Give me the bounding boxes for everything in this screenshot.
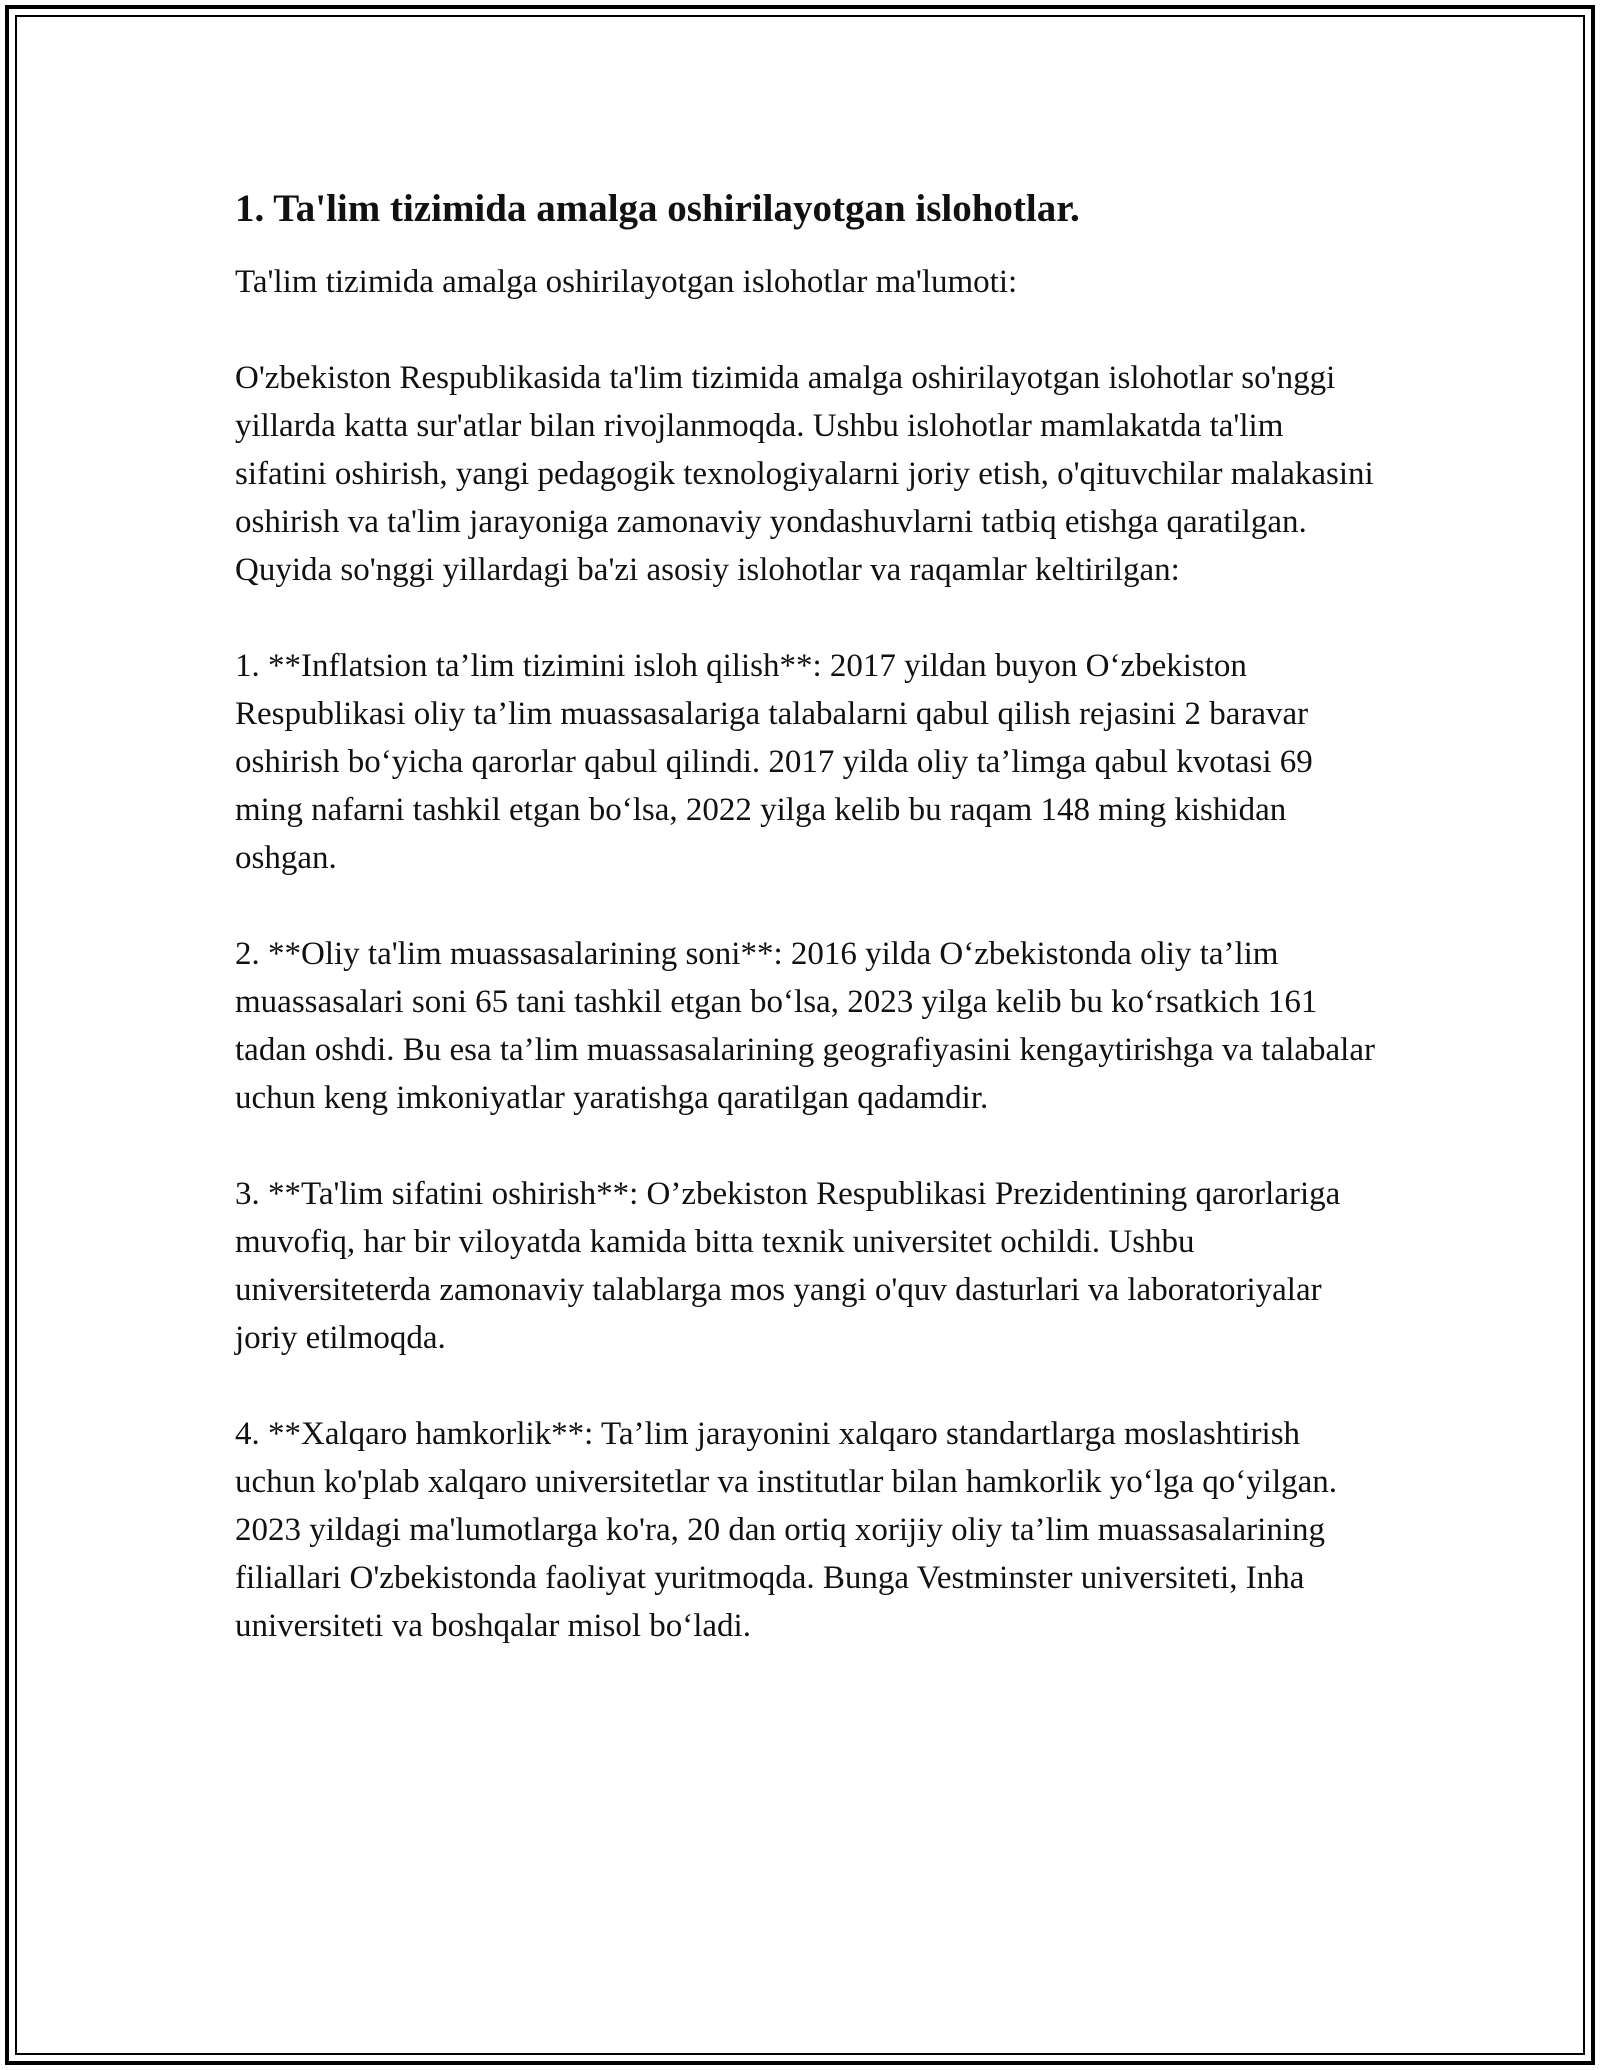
- paragraph-item-1: 1. **Inflatsion ta’lim tizimini isloh qilish**: 2017 yildan buyon O‘zbekiston Respublikasi oliy ta’lim muassasalariga talabalarni qabul qilish rejasini 2 baravar oshirish bo‘yicha qarorlar qabul qilindi. 2017 yilda oliy ta’limga qabul kvotasi 69 ming nafarni tashkil etgan bo‘lsa, 2022 yilga kelib bu raqam 148 ming kishidan oshgan.: [235, 647, 1322, 876]
- paragraph-overview: O'zbekiston Respublikasida ta'lim tizimida amalga oshirilayotgan islohotlar so'nggi yillarda katta sur'atlar bilan rivojlanmoqda. Ushbu islohotlar mamlakatda ta'lim sifatini oshirish, yangi pedagogik texnologiyalarni joriy etish, o'qituvchilar malakasini oshirish va ta'lim jarayoniga zamonaviy yondashuvlarni tatbiq etishga qaratilgan. Quyida so'nggi yillardagi ba'zi asosiy islohotlar va raqamlar keltirilgan:: [235, 359, 1382, 588]
- paragraph-item-3: 3. **Ta'lim sifatini oshirish**: O’zbekiston Respublikasi Prezidentining qarorlariga muvofiq, har bir viloyatda kamida bitta texnik universitet ochildi. Ushbu universiteterda zamonaviy talablarga mos yangi o'quv dasturlari va laboratoriyalar joriy etilmoqda.: [235, 1175, 1349, 1356]
- paragraph-item-4: 4. **Xalqaro hamkorlik**: Ta’lim jarayonini xalqaro standartlarga moslashtirish uchun ko'plab xalqaro universitetlar va institutlar bilan hamkorlik yo‘lga qo‘yilgan. 2023 yildagi ma'lumotlarga ko'ra, 20 dan ortiq xorijiy oliy ta’lim muassasalarining filiallari O'zbekistonda faoliyat yuritmoqda. Bunga Vestminster universiteti, Inha universiteti va boshqalar misol bo‘ladi.: [235, 1415, 1346, 1644]
- paragraph-item-2: 2. **Oliy ta'lim muassasalarining soni**: 2016 yilda O‘zbekistonda oliy ta’lim muassasalari soni 65 tani tashkil etgan bo‘lsa, 2023 yilga kelib bu ko‘rsatkich 161 tadan oshdi. Bu esa ta’lim muassasalarining geografiyasini kengaytirishga va talabalar uchun keng imkoniyatlar yaratishga qaratilgan qadamdir.: [235, 935, 1384, 1116]
- intro-line: Ta'lim tizimida amalga oshirilayotgan islohotlar ma'lumoti:: [235, 263, 1018, 300]
- document-title: 1. Ta'lim tizimida amalga oshirilayotgan islohotlar.: [235, 187, 1080, 230]
- document-body: [235, 185, 1384, 1698]
